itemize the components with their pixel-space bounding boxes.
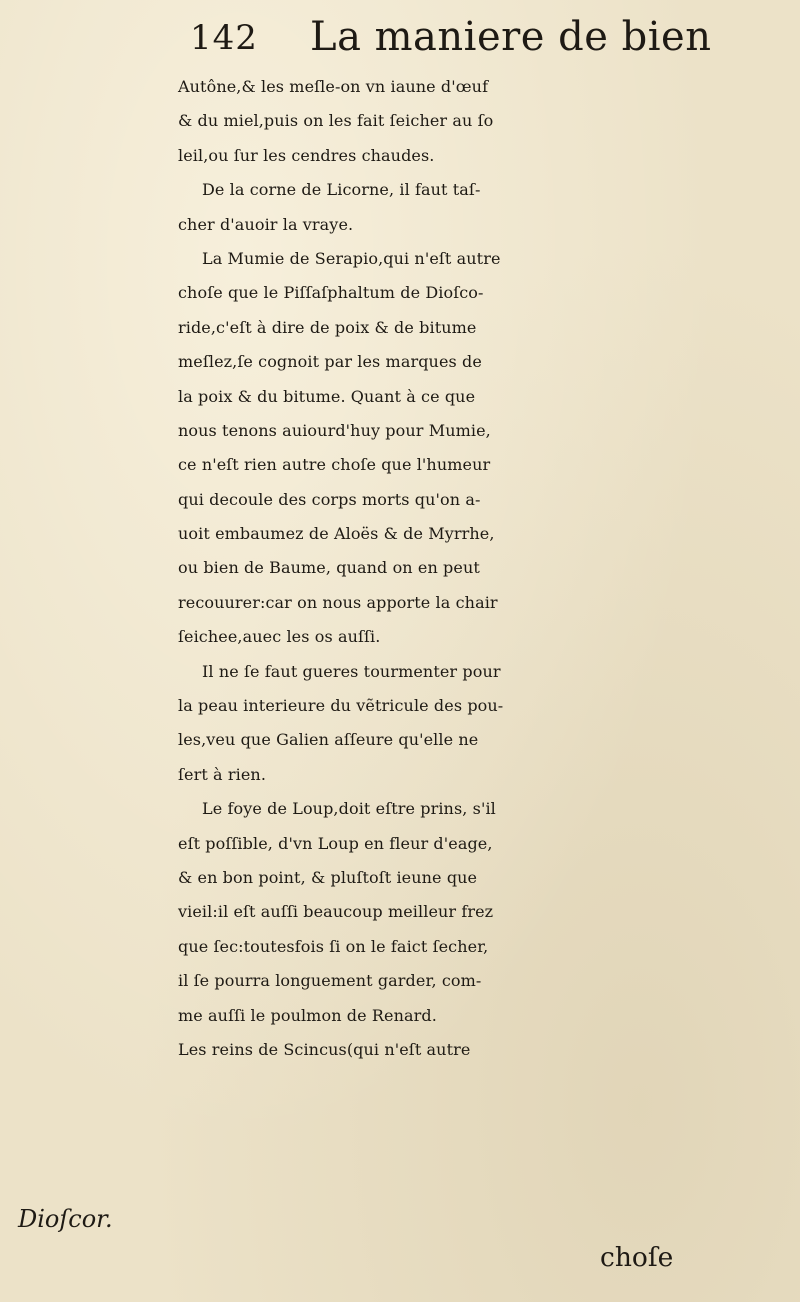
margin-note: Dioſcor.	[18, 1205, 113, 1233]
page-header	[0, 14, 800, 66]
body-text	[178, 70, 800, 1067]
text-line: la poix & du bitume. Quant à ce que	[178, 386, 476, 406]
text-line: De la corne de Licorne, il faut taſ-	[202, 180, 481, 200]
text-line: ſeichee,auec les os auſſi.	[178, 627, 381, 647]
text-line: uoit embaumez de Aloës & de Myrrhe,	[178, 524, 495, 544]
text-line: vieil:il eſt auſſi beaucoup meilleur frez	[178, 902, 494, 922]
text-line: cher d'auoir la vraye.	[178, 214, 354, 234]
running-title: La maniere de bien	[310, 14, 712, 60]
text-line: ſert à rien.	[178, 764, 267, 784]
text-line: La Mumie de Serapio,qui n'eſt autre	[202, 248, 501, 268]
text-line: & en bon point, & pluſtoſt ieune que	[178, 867, 478, 887]
text-line: Autône,& les meſle-on vn iaune d'œuf	[178, 77, 489, 96]
text-line: Il ne ſe faut gueres tourmenter pour	[202, 661, 501, 681]
text-line: meſlez,ſe cognoit par les marques de	[178, 352, 482, 372]
catchword: choſe	[600, 1242, 674, 1273]
text-line: choſe que le Piſſaſphaltum de Dioſco-	[178, 283, 484, 303]
text-line: qui decoule des corps morts qu'on a-	[178, 489, 481, 509]
text-line: les,veu que Galien aſſeure qu'elle ne	[178, 730, 479, 750]
text-line: ride,c'eſt à dire de poix & de bitume	[178, 317, 477, 337]
text-line: leil,ou ſur les cendres chaudes.	[178, 145, 435, 165]
text-line: Le foye de Loup,doit eſtre prins, s'il	[202, 799, 496, 819]
text-line: nous tenons auiourd'huy pour Mumie,	[178, 420, 491, 440]
text-line: Les reins de Scincus(qui n'eſt autre	[178, 1039, 471, 1059]
text-line: eſt poſſible, d'vn Loup en fleur d'eage,	[178, 833, 493, 853]
text-line: que ſec:toutesfois ſi on le faict ſecher,	[178, 936, 489, 956]
text-line: la peau interieure du vẽtricule des pou-	[178, 696, 504, 716]
text-line: il ſe pourra longuement garder, com-	[178, 971, 482, 991]
text-line: me auſſi le poulmon de Renard.	[178, 1005, 437, 1025]
text-line: ou bien de Baume, quand on en peut	[178, 558, 480, 578]
text-line: & du miel,puis on les fait ſeicher au ſo	[178, 111, 494, 131]
page-number: 142	[190, 18, 258, 58]
text-line: recouurer:car on nous apporte la chair	[178, 592, 498, 612]
text-line: ce n'eſt rien autre choſe que l'humeur	[178, 455, 491, 475]
